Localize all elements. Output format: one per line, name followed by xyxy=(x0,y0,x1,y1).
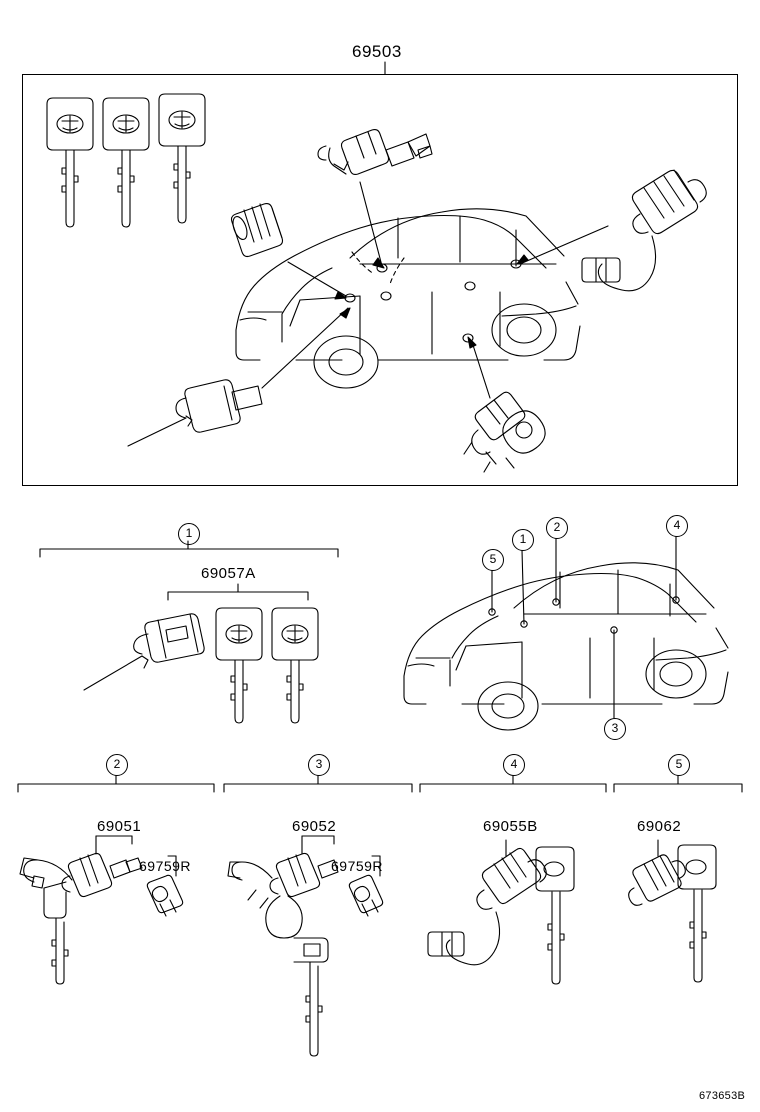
vehicle-callout-4: 4 xyxy=(666,515,688,537)
part-label-69055b: 69055B xyxy=(483,818,538,835)
callout-group-1: 1 xyxy=(178,523,200,545)
callout-group-4: 4 xyxy=(503,754,525,776)
part-label-69062: 69062 xyxy=(637,818,682,835)
vehicle-callout-2: 2 xyxy=(546,517,568,539)
vehicle-callout-5: 5 xyxy=(482,549,504,571)
part-label-69057a: 69057A xyxy=(201,565,256,582)
main-part-number-label: 69503 xyxy=(352,42,402,61)
vehicle-callout-1: 1 xyxy=(512,529,534,551)
vehicle-callout-3: 3 xyxy=(604,718,626,740)
callout-group-2: 2 xyxy=(106,754,128,776)
part-label-69051: 69051 xyxy=(97,818,142,835)
part-label-69759r-left: 69759R xyxy=(139,858,192,874)
part-label-69759r-right: 69759R xyxy=(331,858,384,874)
callout-group-3: 3 xyxy=(308,754,330,776)
callout-group-5: 5 xyxy=(668,754,690,776)
diagram-footer-code: 673653B xyxy=(699,1090,746,1102)
part-label-69052: 69052 xyxy=(292,818,337,835)
